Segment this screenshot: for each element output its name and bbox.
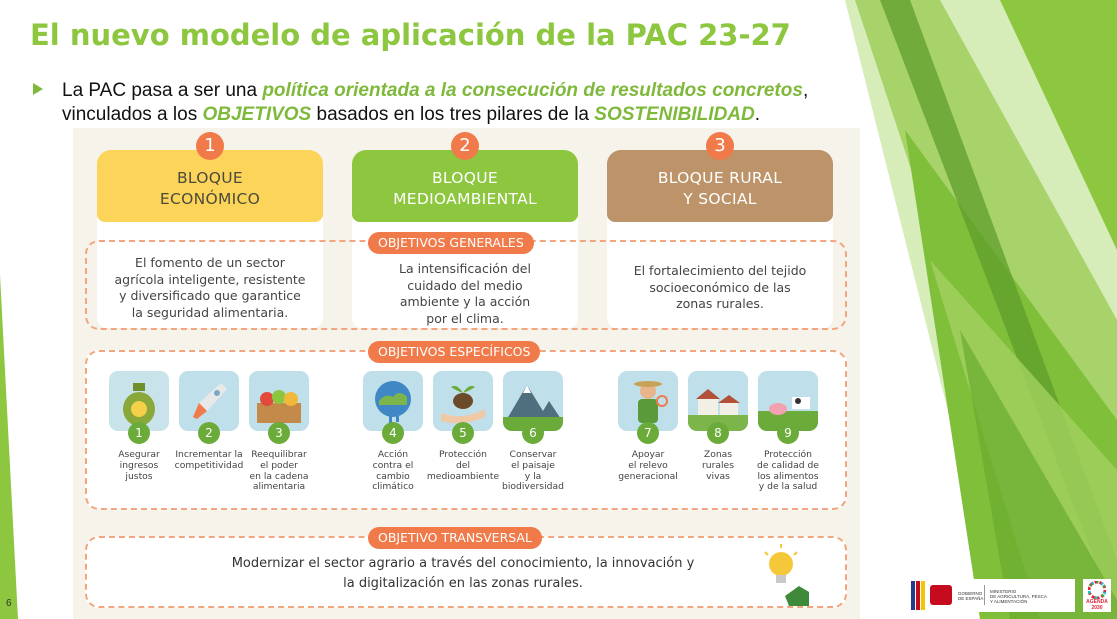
specific-number-badge: 3	[268, 422, 290, 444]
text-line: en la cadena	[249, 470, 309, 482]
specific-objectives-label: OBJETIVOS ESPECÍFICOS	[368, 341, 540, 363]
agenda-text	[1083, 600, 1111, 611]
text-line: Acción	[377, 449, 409, 460]
text-line: biodiversidad	[502, 481, 564, 493]
text-line: 2030	[1091, 604, 1103, 611]
page-number: 6	[6, 598, 12, 609]
text-line: medioambiente	[426, 470, 500, 482]
text-line: Asegurar	[118, 449, 160, 460]
intro-text-part: vinculados a los	[62, 104, 203, 125]
text-line: El fortalecimiento del tejido	[633, 263, 807, 278]
general-objective-rural	[607, 263, 833, 313]
specific-number-badge: 8	[707, 422, 729, 444]
specific-objective-label	[609, 450, 687, 482]
gobierno-espana-logo	[910, 579, 1075, 612]
specific-number-badge: 1	[128, 422, 150, 444]
block-economico	[97, 150, 323, 222]
sdg-wheel-icon	[1088, 581, 1106, 599]
general-objective-economico	[97, 255, 323, 321]
block-title-line: MEDIOAMBIENTAL	[393, 190, 537, 208]
intro-emphasis-objetivos: OBJETIVOS	[202, 104, 312, 125]
text-line: Y ALIMENTACIÓN	[990, 599, 1028, 604]
text-line: socioeconómico de las	[649, 279, 791, 295]
text-line: del	[455, 459, 471, 471]
text-line: el poder	[260, 459, 298, 471]
specific-number-badge: 9	[777, 422, 799, 444]
text-line: Apoyar	[631, 449, 665, 460]
general-objectives-label: OBJETIVOS GENERALES	[368, 232, 534, 254]
text-line: climático	[372, 481, 414, 493]
text-line: y la	[524, 470, 542, 482]
pac-objectives-infographic	[73, 128, 860, 619]
block-title-line: BLOQUE	[176, 169, 244, 187]
text-line: GOBIERNO	[958, 591, 983, 596]
intro-emphasis-sostenibilidad: SOSTENIBILIDAD	[594, 104, 755, 125]
text-line: Reequilibrar	[251, 449, 307, 460]
specific-objective-label	[424, 450, 502, 482]
block-title-line: ECONÓMICO	[159, 190, 261, 208]
text-line: cuidado del medio	[407, 277, 523, 293]
text-line: cambio	[376, 470, 410, 482]
text-line: MINISTERIO	[990, 589, 1017, 594]
text-line: agrícola inteligente, resistente	[114, 271, 306, 287]
block-rural-social	[607, 150, 833, 222]
ministry-text	[990, 589, 1047, 604]
lightbulb-icon	[759, 540, 813, 610]
intro-text-part: ,	[802, 80, 809, 101]
transversal-objective-label: OBJETIVO TRANSVERSAL	[368, 527, 542, 549]
specific-objective-label	[100, 450, 178, 482]
text-line: Protección	[439, 449, 487, 460]
text-line: zonas rurales.	[676, 296, 764, 311]
transversal-objective-text	[213, 554, 713, 594]
text-line: Zonas	[703, 449, 733, 460]
intro-text	[62, 79, 903, 127]
block-title-line: BLOQUE	[431, 169, 499, 187]
text-line: Modernizar el sector agrario a través del conocimiento, la innovación y	[231, 556, 695, 571]
text-line: alimentaria	[252, 481, 306, 493]
intro-text-part: basados en los tres pilares de la	[311, 104, 595, 125]
text-line: los alimentos	[757, 470, 819, 482]
specific-objective-label	[170, 450, 248, 472]
specific-number-badge: 2	[198, 422, 220, 444]
text-line: y diversificado que garantice	[119, 288, 301, 303]
text-line: competitividad	[174, 459, 244, 471]
general-objective-medioambiental	[352, 261, 578, 327]
text-line: contra el	[372, 459, 414, 471]
text-line: Incrementar la	[175, 449, 243, 460]
text-line: La intensificación del	[399, 261, 531, 276]
text-line: justos	[125, 470, 153, 482]
intro-emphasis-policy: política orientada a la consecución de resultados concretos	[262, 80, 803, 101]
text-line: AGENDA	[1086, 599, 1108, 605]
specific-number-badge: 5	[452, 422, 474, 444]
block-title-line: Y SOCIAL	[683, 190, 757, 208]
gov-text	[958, 591, 983, 601]
text-line: ingresos	[119, 459, 159, 471]
intro-text-part: La PAC pasa a ser una	[62, 80, 263, 101]
text-line: Conservar	[509, 449, 557, 460]
block-number-badge: 3	[706, 132, 734, 160]
specific-number-badge: 4	[382, 422, 404, 444]
text-line: Protección	[764, 449, 812, 460]
agenda-2030-logo	[1083, 579, 1111, 612]
specific-number-badge: 6	[522, 422, 544, 444]
text-line: por el clima.	[426, 310, 504, 326]
specific-objective-label	[240, 450, 318, 493]
text-line: de calidad de	[757, 459, 819, 471]
text-line: rurales	[702, 459, 734, 471]
block-number-badge: 1	[196, 132, 224, 160]
text-line: ambiente y la acción	[399, 294, 531, 309]
text-line: vivas	[706, 470, 730, 482]
intro-text-part: .	[754, 104, 761, 125]
text-line: el relevo	[628, 459, 668, 471]
specific-objective-label	[679, 450, 757, 482]
block-number-badge: 2	[451, 132, 479, 160]
text-line: El fomento de un sector	[135, 255, 285, 270]
block-title-line: BLOQUE RURAL	[657, 169, 783, 187]
specific-objective-label	[354, 450, 432, 493]
specific-objective-label	[494, 450, 572, 493]
specific-number-badge: 7	[637, 422, 659, 444]
slide-title: El nuevo modelo de aplicación de la PAC 23-27	[30, 18, 791, 52]
text-line: generacional	[618, 470, 678, 482]
text-line: DE AGRICULTURA, PESCA	[990, 594, 1047, 599]
text-line: la digitalización en las zonas rurales.	[343, 576, 583, 591]
text-line: y de la salud	[758, 481, 818, 493]
block-medioambiental	[352, 150, 578, 222]
specific-objective-label	[749, 450, 827, 493]
bullet-arrow-icon	[33, 83, 43, 95]
text-line: DE ESPAÑA	[958, 596, 984, 601]
text-line: la seguridad alimentaria.	[131, 304, 289, 320]
intro-bullet	[33, 79, 903, 127]
text-line: el paisaje	[511, 459, 555, 471]
